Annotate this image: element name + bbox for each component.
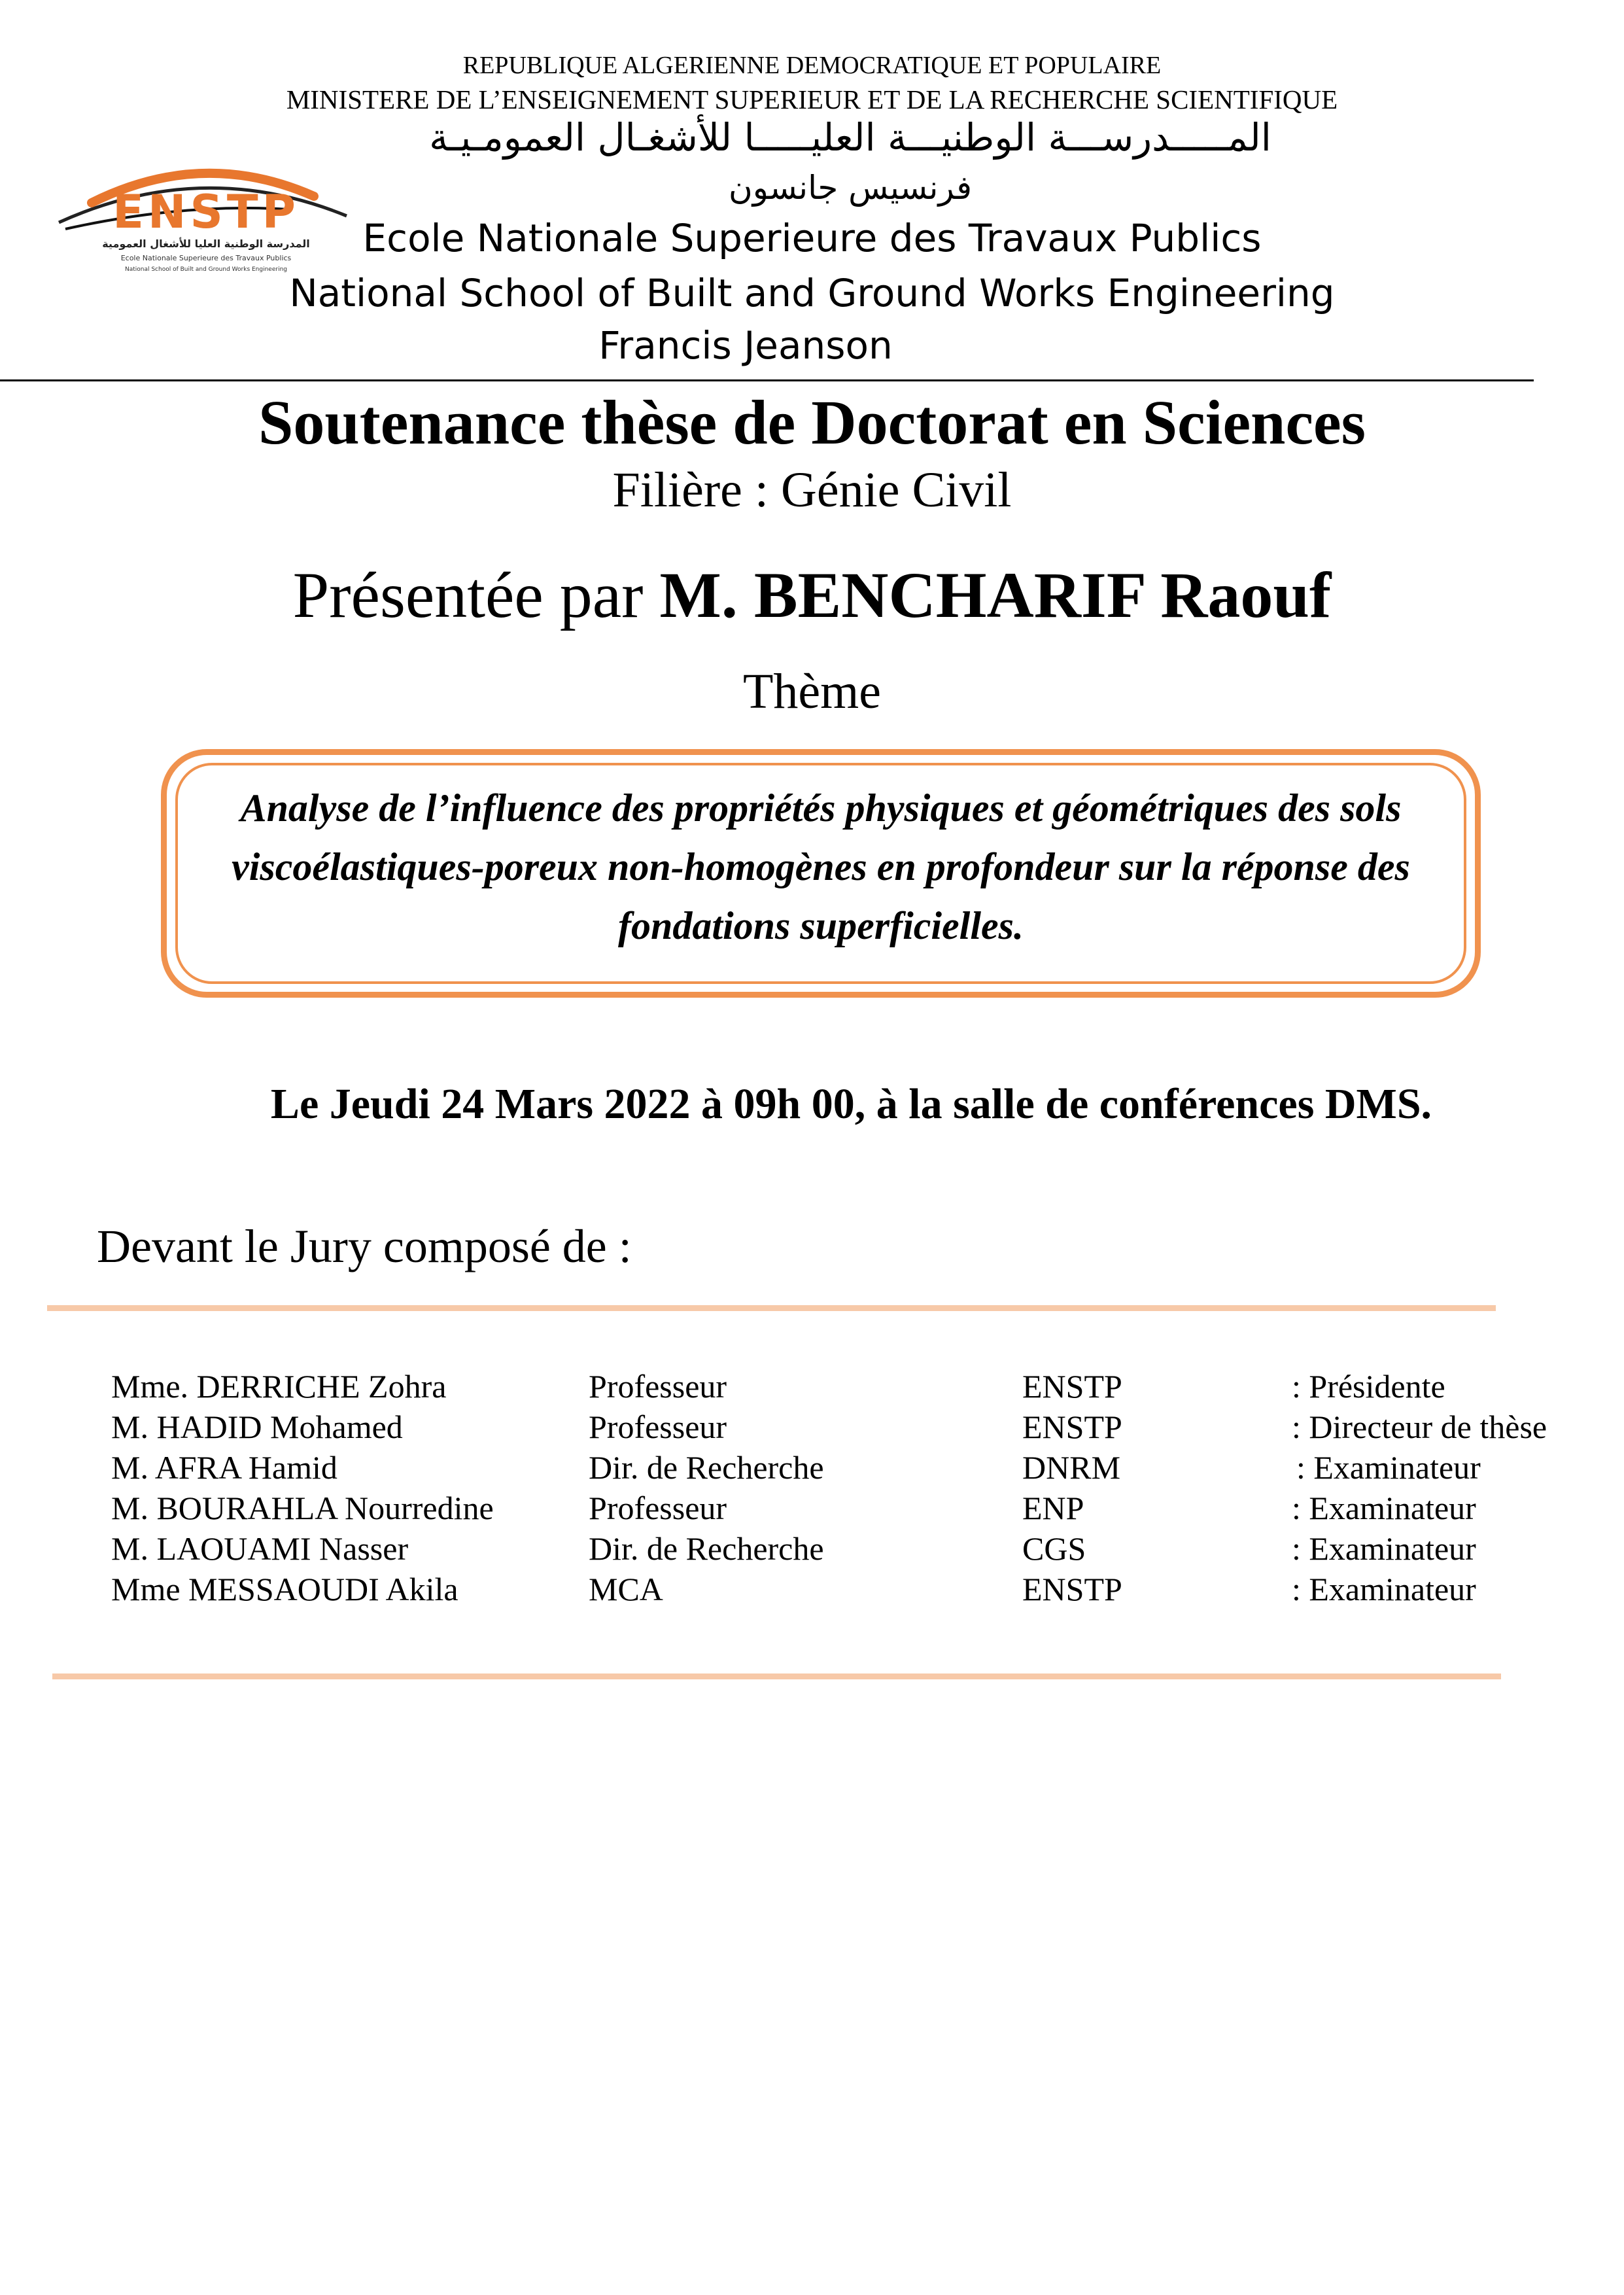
header-ministry: MINISTERE DE L’ENSEIGNEMENT SUPERIEUR ET DE LA RECHERCHE SCIENTIFIQUE (286, 84, 1338, 114)
logo-english-line: National School of Built and Ground Works Engineering (124, 266, 288, 273)
jury-member-institution: ENP (1022, 1490, 1084, 1526)
page-title: Soutenance thèse de Doctorat en Sciences (258, 387, 1366, 457)
jury-member-grade: Dir. de Recherche (589, 1530, 824, 1567)
jury-member-grade: Dir. de Recherche (589, 1449, 824, 1486)
jury-member-grade: Professeur (589, 1368, 727, 1405)
jury-member-role: : Examinateur (1292, 1530, 1476, 1567)
jury-top-divider (47, 1305, 1496, 1311)
jury-row (0, 1367, 1624, 1409)
jury-member-name: M. HADID Mohamed (111, 1409, 403, 1445)
logo-french-line: Ecole Nationale Superieure des Travaux Publics (120, 254, 292, 262)
jury-member-institution: ENSTP (1022, 1409, 1122, 1445)
jury-row (0, 1530, 1624, 1571)
jury-member-institution: ENSTP (1022, 1571, 1122, 1607)
jury-row (0, 1489, 1624, 1531)
jury-row (0, 1408, 1624, 1450)
header-school-name: Francis Jeanson (598, 323, 893, 368)
jury-member-role: : Présidente (1292, 1368, 1445, 1405)
header-school-english: National School of Built and Ground Works Engineering (289, 271, 1335, 315)
jury-row (0, 1570, 1624, 1612)
header-republic: REPUBLIQUE ALGERIENNE DEMOCRATIQUE ET POPULAIRE (462, 52, 1162, 79)
thesis-theme: Analyse de l’influence des propriétés physiques et géométriques des sols viscoélastiques-poreux non-homogènes en profondeur sur la réponse des fondations superficielles. (232, 786, 1410, 947)
jury-member-name: M. LAOUAMI Nasser (111, 1530, 409, 1567)
jury-member-name: Mme. DERRICHE Zohra (111, 1368, 447, 1405)
logo-arabic-line: المدرسة الوطنية العليا للأشغال العمومية (102, 237, 310, 250)
jury-member-name: M. BOURAHLA Nourredine (111, 1490, 494, 1526)
header-divider (0, 379, 1534, 381)
defense-date-location: Le Jeudi 24 Mars 2022 à 09h 00, à la salle de conférences DMS. (270, 1080, 1432, 1128)
presenter-prefix: Présentée par (292, 559, 660, 631)
field-of-study: Filière : Génie Civil (612, 463, 1012, 517)
jury-member-name: Mme MESSAOUDI Akila (111, 1571, 458, 1607)
header-school-arabic-name: فرنسيس جانسون (729, 169, 972, 207)
jury-bottom-divider (52, 1673, 1501, 1679)
jury-member-grade: Professeur (589, 1409, 727, 1445)
logo-acronym: ENSTP (112, 185, 300, 239)
jury-member-role: : Examinateur (1292, 1571, 1476, 1607)
jury-member-institution: DNRM (1022, 1449, 1121, 1486)
jury-member-institution: CGS (1022, 1530, 1086, 1567)
jury-member-role: : Examinateur (1296, 1449, 1481, 1486)
jury-member-grade: MCA (589, 1571, 663, 1607)
jury-row (0, 1448, 1624, 1490)
jury-member-institution: ENSTP (1022, 1368, 1122, 1405)
enstp-logo-graphic (52, 150, 360, 281)
header-school-arabic: المـــــدرســـة الوطنيـــة العليـــــا للأشغـال العمومـيـة (429, 115, 1271, 160)
jury-member-name: M. AFRA Hamid (111, 1449, 337, 1486)
jury-heading: Devant le Jury composé de : (97, 1220, 632, 1272)
jury-member-role: : Directeur de thèse (1292, 1409, 1547, 1445)
presenter-name: M. BENCHARIF Raouf (659, 559, 1332, 631)
enstp-logo (52, 150, 360, 281)
jury-member-role: : Examinateur (1292, 1490, 1476, 1526)
header-school-french: Ecole Nationale Superieure des Travaux Publics (362, 216, 1262, 260)
jury-member-grade: Professeur (589, 1490, 727, 1526)
presenter-line (0, 557, 1624, 633)
theme-label: Thème (742, 664, 881, 719)
